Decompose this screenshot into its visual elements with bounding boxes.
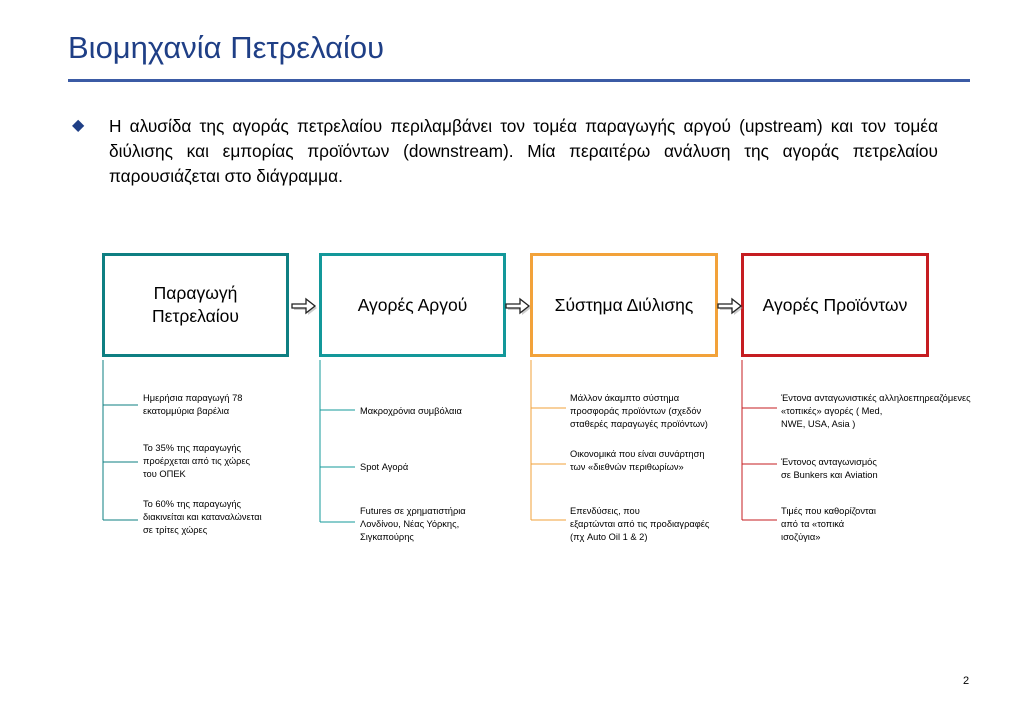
box-crude-markets: [319, 253, 506, 357]
box-label-line: Αγορές Αργού: [357, 294, 468, 315]
branch-connector: [528, 360, 568, 540]
note-economics: Οικονομικά που είναι συνάρτηση των «διεθνών περιθωρίων»: [570, 449, 705, 472]
branch-connector: [100, 360, 140, 540]
box-label-line: Παραγωγή: [153, 283, 238, 303]
page-number: 2: [963, 675, 970, 687]
box-label-line: Αγορές Προϊόντων: [762, 294, 908, 315]
note-investments: Επενδύσεις, που εξαρτώνται από τις προδιαγραφές (πχ Auto Oil 1 & 2): [570, 506, 710, 542]
note-third-countries: Το 60% της παραγωγής διακινείται και καταναλώνεται σε τρίτες χώρες: [143, 499, 262, 535]
branch-connector: [739, 360, 779, 540]
note-prices: Τιμές που καθορίζονται από τα «τοπικά ισοζύγια»: [781, 506, 876, 542]
note-futures: Futures σε χρηματιστήρια Λονδίνου, Νέας Υόρκης, Σιγκαπούρης: [360, 506, 466, 542]
arrow-right-icon: [505, 296, 531, 316]
note-rigid-system: Μάλλον άκαμπτο σύστημα προσφοράς προϊόντων (σχεδόν σταθερές παραγωγές προϊόντων): [570, 393, 708, 429]
note-long-term-contracts: Μακροχρόνια συμβόλαια: [360, 406, 462, 416]
slide-title: Βιομηχανία Πετρελαίου: [68, 30, 385, 65]
box-product-markets: [741, 253, 929, 357]
diamond-bullet-icon: ◆: [72, 117, 85, 134]
arrow-right-icon: [717, 296, 743, 316]
bullet-text: Η αλυσίδα της αγοράς πετρελαίου περιλαμβάνει τον τομέα παραγωγής αργού (upstream) και τον τομέα διύλισης και εμπορίας προϊόντων (downstream). Μία περαιτέρω ανάλυση της αγοράς πετρελαίου παρουσιάζεται στο διάγραμμα.: [109, 116, 938, 186]
note-spot-market: Spot Αγορά: [360, 462, 409, 472]
note-opec-share: Το 35% της παραγωγής προέρχεται από τις χώρες του ΟΠΕΚ: [143, 443, 251, 479]
box-oil-production: [102, 253, 289, 357]
box-label-line: Πετρελαίου: [152, 306, 239, 326]
arrow-right-icon: [291, 296, 317, 316]
box-refining-system: [530, 253, 718, 357]
box-label-line: Σύστημα Διύλισης: [554, 294, 694, 315]
branch-connector: [317, 360, 357, 540]
title-underline: [68, 79, 970, 82]
note-local-markets: Έντονα ανταγωνιστικές αλληλοεπηρεαζόμενες «τοπικές» αγορές ( Med, NWE, USA, Asia ): [781, 393, 971, 429]
note-daily-production: Ημερήσια παραγωγή 78 εκατομμύρια βαρέλια: [143, 393, 243, 416]
bullet-point: [72, 114, 938, 189]
note-competition: Έντονος ανταγωνισμός σε Bunkers και Aviation: [781, 457, 878, 480]
